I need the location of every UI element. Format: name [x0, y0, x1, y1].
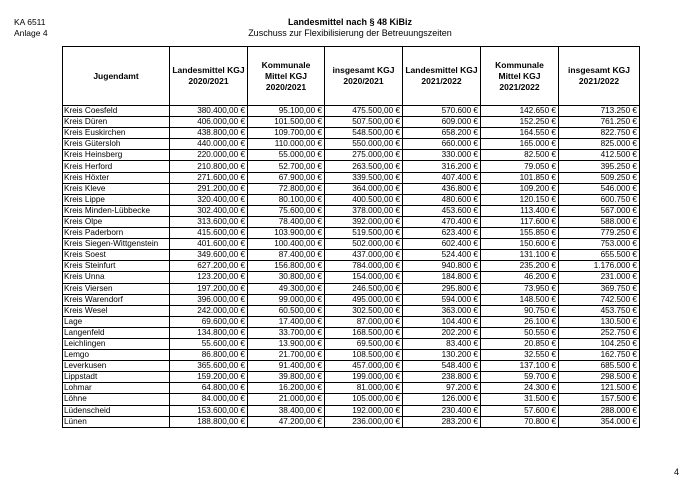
amount-cell: 104.400 € — [403, 316, 481, 327]
amount-cell: 70.800 € — [481, 416, 559, 427]
amount-cell: 97.200 € — [403, 383, 481, 394]
amount-cell: 524.400 € — [403, 250, 481, 261]
table-row — [63, 316, 640, 327]
amount-cell: 263.500,00 € — [325, 161, 403, 172]
jugendamt-cell: Kreis Wesel — [63, 305, 170, 316]
amount-cell: 495.000,00 € — [325, 294, 403, 305]
amount-cell: 627.200,00 € — [170, 261, 248, 272]
amount-cell: 21.700,00 € — [248, 350, 325, 361]
jugendamt-cell: Kreis Warendorf — [63, 294, 170, 305]
amount-cell: 154.000,00 € — [325, 272, 403, 283]
amount-cell: 110.000,00 € — [248, 139, 325, 150]
amount-cell: 550.000,00 € — [325, 139, 403, 150]
amount-cell: 38.400,00 € — [248, 405, 325, 416]
table-header-row — [63, 47, 640, 106]
jugendamt-cell: Lippstadt — [63, 372, 170, 383]
jugendamt-cell: Kreis Höxter — [63, 172, 170, 183]
amount-cell: 30.800,00 € — [248, 272, 325, 283]
amount-cell: 82.500 € — [481, 150, 559, 161]
amount-cell: 567.000 € — [559, 205, 640, 216]
amount-cell: 72.800,00 € — [248, 183, 325, 194]
amount-cell: 507.500,00 € — [325, 117, 403, 128]
amount-cell: 246.500,00 € — [325, 283, 403, 294]
amount-cell: 230.400 € — [403, 405, 481, 416]
table-row — [63, 361, 640, 372]
jugendamt-cell: Löhne — [63, 394, 170, 405]
amount-cell: 117.600 € — [481, 216, 559, 227]
amount-cell: 298.500 € — [559, 372, 640, 383]
amount-cell: 437.000,00 € — [325, 250, 403, 261]
column-header-landesmittel-2021: Landesmittel KGJ 2021/2022 — [403, 47, 481, 106]
amount-cell: 655.500 € — [559, 250, 640, 261]
amount-cell: 73.950 € — [481, 283, 559, 294]
amount-cell: 602.400 € — [403, 239, 481, 250]
amount-cell: 108.500,00 € — [325, 350, 403, 361]
amount-cell: 113.400 € — [481, 205, 559, 216]
amount-cell: 400.500,00 € — [325, 194, 403, 205]
amount-cell: 83.400 € — [403, 338, 481, 349]
jugendamt-cell: Lüdenscheid — [63, 405, 170, 416]
amount-cell: 80.100,00 € — [248, 194, 325, 205]
amount-cell: 16.200,00 € — [248, 383, 325, 394]
column-header-jugendamt: Jugendamt — [63, 47, 170, 106]
amount-cell: 49.300,00 € — [248, 283, 325, 294]
table-row — [63, 150, 640, 161]
amount-cell: 275.000,00 € — [325, 150, 403, 161]
table-row — [63, 294, 640, 305]
amount-cell: 121.500 € — [559, 383, 640, 394]
jugendamt-cell: Kreis Viersen — [63, 283, 170, 294]
amount-cell: 26.100 € — [481, 316, 559, 327]
amount-cell: 349.600,00 € — [170, 250, 248, 261]
amount-cell: 600.750 € — [559, 194, 640, 205]
amount-cell: 313.600,00 € — [170, 216, 248, 227]
jugendamt-cell: Langenfeld — [63, 327, 170, 338]
jugendamt-cell: Kreis Steinfurt — [63, 261, 170, 272]
amount-cell: 79.050 € — [481, 161, 559, 172]
jugendamt-cell: Kreis Olpe — [63, 216, 170, 227]
amount-cell: 17.400,00 € — [248, 316, 325, 327]
table-row — [63, 172, 640, 183]
amount-cell: 197.200,00 € — [170, 283, 248, 294]
amount-cell: 81.000,00 € — [325, 383, 403, 394]
amount-cell: 142.650 € — [481, 106, 559, 117]
jugendamt-cell: Kreis Gütersloh — [63, 139, 170, 150]
amount-cell: 339.500,00 € — [325, 172, 403, 183]
amount-cell: 188.800,00 € — [170, 416, 248, 427]
table-row — [63, 205, 640, 216]
column-header-insgesamt-2020: insgesamt KGJ 2020/2021 — [325, 47, 403, 106]
amount-cell: 87.400,00 € — [248, 250, 325, 261]
amount-cell: 295.800 € — [403, 283, 481, 294]
amount-cell: 50.550 € — [481, 327, 559, 338]
amount-cell: 330.000 € — [403, 150, 481, 161]
jugendamt-cell: Kreis Paderborn — [63, 228, 170, 239]
amount-cell: 165.000 € — [481, 139, 559, 150]
table-row — [63, 416, 640, 427]
amount-cell: 457.000,00 € — [325, 361, 403, 372]
amount-cell: 157.500 € — [559, 394, 640, 405]
jugendamt-cell: Kreis Unna — [63, 272, 170, 283]
amount-cell: 570.600 € — [403, 106, 481, 117]
amount-cell: 32.550 € — [481, 350, 559, 361]
amount-cell: 57.600 € — [481, 405, 559, 416]
jugendamt-cell: Kreis Minden-Lübbecke — [63, 205, 170, 216]
document-title: Landesmittel nach § 48 KiBiz — [287, 17, 413, 27]
amount-cell: 52.700,00 € — [248, 161, 325, 172]
jugendamt-cell: Kreis Coesfeld — [63, 106, 170, 117]
amount-cell: 302.500,00 € — [325, 305, 403, 316]
document-reference: KA 6511 — [14, 17, 46, 27]
amount-cell: 1.176.000 € — [559, 261, 640, 272]
amount-cell: 822.750 € — [559, 128, 640, 139]
amount-cell: 60.500,00 € — [248, 305, 325, 316]
jugendamt-cell: Lemgo — [63, 350, 170, 361]
jugendamt-cell: Lünen — [63, 416, 170, 427]
amount-cell: 55.000,00 € — [248, 150, 325, 161]
amount-cell: 283.200 € — [403, 416, 481, 427]
amount-cell: 235.200 € — [481, 261, 559, 272]
amount-cell: 401.600,00 € — [170, 239, 248, 250]
table-row — [63, 261, 640, 272]
table-row — [63, 228, 640, 239]
table-row — [63, 216, 640, 227]
amount-cell: 369.750 € — [559, 283, 640, 294]
jugendamt-cell: Kreis Lippe — [63, 194, 170, 205]
amount-cell: 24.300 € — [481, 383, 559, 394]
table-row — [63, 283, 640, 294]
table-row — [63, 183, 640, 194]
amount-cell: 131.100 € — [481, 250, 559, 261]
amount-cell: 940.800 € — [403, 261, 481, 272]
amount-cell: 252.750 € — [559, 327, 640, 338]
table-row — [63, 372, 640, 383]
amount-cell: 502.000,00 € — [325, 239, 403, 250]
amount-cell: 86.800,00 € — [170, 350, 248, 361]
jugendamt-cell: Kreis Heinsberg — [63, 150, 170, 161]
amount-cell: 363.000 € — [403, 305, 481, 316]
amount-cell: 164.550 € — [481, 128, 559, 139]
document-heading — [0, 17, 700, 39]
amount-cell: 87.000,00 € — [325, 316, 403, 327]
amount-cell: 392.000,00 € — [325, 216, 403, 227]
amount-cell: 623.400 € — [403, 228, 481, 239]
amount-cell: 761.250 € — [559, 117, 640, 128]
amount-cell: 364.000,00 € — [325, 183, 403, 194]
amount-cell: 21.000,00 € — [248, 394, 325, 405]
jugendamt-cell: Lage — [63, 316, 170, 327]
amount-cell: 220.000,00 € — [170, 150, 248, 161]
amount-cell: 320.400,00 € — [170, 194, 248, 205]
amount-cell: 153.600,00 € — [170, 405, 248, 416]
column-header-kommunale-mittel-2020: Kommunale Mittel KGJ 2020/2021 — [248, 47, 325, 106]
amount-cell: 184.800 € — [403, 272, 481, 283]
amount-cell: 660.000 € — [403, 139, 481, 150]
amount-cell: 162.750 € — [559, 350, 640, 361]
table-row — [63, 327, 640, 338]
amount-cell: 148.500 € — [481, 294, 559, 305]
table-row — [63, 272, 640, 283]
table-row — [63, 305, 640, 316]
amount-cell: 271.600,00 € — [170, 172, 248, 183]
amount-cell: 120.150 € — [481, 194, 559, 205]
amount-cell: 78.400,00 € — [248, 216, 325, 227]
funding-table — [62, 46, 640, 428]
amount-cell: 236.000,00 € — [325, 416, 403, 427]
amount-cell: 101.850 € — [481, 172, 559, 183]
jugendamt-cell: Kreis Soest — [63, 250, 170, 261]
column-header-kommunale-mittel-2021: Kommunale Mittel KGJ 2021/2022 — [481, 47, 559, 106]
table-row — [63, 117, 640, 128]
amount-cell: 155.850 € — [481, 228, 559, 239]
table-row — [63, 161, 640, 172]
amount-cell: 130.500 € — [559, 316, 640, 327]
amount-cell: 753.000 € — [559, 239, 640, 250]
amount-cell: 130.200 € — [403, 350, 481, 361]
amount-cell: 156.800,00 € — [248, 261, 325, 272]
amount-cell: 75.600,00 € — [248, 205, 325, 216]
amount-cell: 380.400,00 € — [170, 106, 248, 117]
jugendamt-cell: Kreis Euskirchen — [63, 128, 170, 139]
table-row — [63, 350, 640, 361]
amount-cell: 713.250 € — [559, 106, 640, 117]
amount-cell: 588.000 € — [559, 216, 640, 227]
amount-cell: 378.000,00 € — [325, 205, 403, 216]
amount-cell: 152.250 € — [481, 117, 559, 128]
amount-cell: 407.400 € — [403, 172, 481, 183]
jugendamt-cell: Leichlingen — [63, 338, 170, 349]
amount-cell: 168.500,00 € — [325, 327, 403, 338]
amount-cell: 453.750 € — [559, 305, 640, 316]
amount-cell: 13.900,00 € — [248, 338, 325, 349]
amount-cell: 100.400,00 € — [248, 239, 325, 250]
amount-cell: 69.600,00 € — [170, 316, 248, 327]
table-row — [63, 338, 640, 349]
column-header-landesmittel-2020: Landesmittel KGJ 2020/2021 — [170, 47, 248, 106]
table-row — [63, 194, 640, 205]
amount-cell: 480.600 € — [403, 194, 481, 205]
amount-cell: 436.800 € — [403, 183, 481, 194]
amount-cell: 406.000,00 € — [170, 117, 248, 128]
amount-cell: 519.500,00 € — [325, 228, 403, 239]
amount-cell: 784.000,00 € — [325, 261, 403, 272]
jugendamt-cell: Kreis Herford — [63, 161, 170, 172]
amount-cell: 20.850 € — [481, 338, 559, 349]
amount-cell: 395.250 € — [559, 161, 640, 172]
amount-cell: 95.100,00 € — [248, 106, 325, 117]
amount-cell: 134.800,00 € — [170, 327, 248, 338]
jugendamt-cell: Leverkusen — [63, 361, 170, 372]
amount-cell: 548.400 € — [403, 361, 481, 372]
amount-cell: 55.600,00 € — [170, 338, 248, 349]
amount-cell: 99.000,00 € — [248, 294, 325, 305]
amount-cell: 354.000 € — [559, 416, 640, 427]
amount-cell: 396.000,00 € — [170, 294, 248, 305]
amount-cell: 137.100 € — [481, 361, 559, 372]
amount-cell: 594.000 € — [403, 294, 481, 305]
jugendamt-cell: Kreis Kleve — [63, 183, 170, 194]
table-row — [63, 405, 640, 416]
amount-cell: 59.700 € — [481, 372, 559, 383]
amount-cell: 316.200 € — [403, 161, 481, 172]
amount-cell: 548.500,00 € — [325, 128, 403, 139]
amount-cell: 509.250 € — [559, 172, 640, 183]
amount-cell: 291.200,00 € — [170, 183, 248, 194]
amount-cell: 109.700,00 € — [248, 128, 325, 139]
amount-cell: 779.250 € — [559, 228, 640, 239]
amount-cell: 31.500 € — [481, 394, 559, 405]
amount-cell: 192.000,00 € — [325, 405, 403, 416]
amount-cell: 302.400,00 € — [170, 205, 248, 216]
amount-cell: 84.000,00 € — [170, 394, 248, 405]
amount-cell: 242.000,00 € — [170, 305, 248, 316]
amount-cell: 438.800,00 € — [170, 128, 248, 139]
amount-cell: 453.600 € — [403, 205, 481, 216]
attachment-label: Anlage 4 — [14, 28, 48, 38]
amount-cell: 46.200 € — [481, 272, 559, 283]
amount-cell: 103.900,00 € — [248, 228, 325, 239]
amount-cell: 90.750 € — [481, 305, 559, 316]
table-row — [63, 106, 640, 117]
amount-cell: 202.200 € — [403, 327, 481, 338]
amount-cell: 199.000,00 € — [325, 372, 403, 383]
column-header-insgesamt-2021: insgesamt KGJ 2021/2022 — [559, 47, 640, 106]
amount-cell: 546.000 € — [559, 183, 640, 194]
page-number: 4 — [674, 467, 680, 477]
jugendamt-cell: Kreis Düren — [63, 117, 170, 128]
amount-cell: 365.600,00 € — [170, 361, 248, 372]
amount-cell: 210.800,00 € — [170, 161, 248, 172]
amount-cell: 109.200 € — [481, 183, 559, 194]
amount-cell: 101.500,00 € — [248, 117, 325, 128]
amount-cell: 91.400,00 € — [248, 361, 325, 372]
table-row — [63, 239, 640, 250]
amount-cell: 609.000 € — [403, 117, 481, 128]
table-row — [63, 139, 640, 150]
amount-cell: 231.000 € — [559, 272, 640, 283]
amount-cell: 412.500 € — [559, 150, 640, 161]
amount-cell: 685.500 € — [559, 361, 640, 372]
amount-cell: 150.600 € — [481, 239, 559, 250]
amount-cell: 658.200 € — [403, 128, 481, 139]
amount-cell: 475.500,00 € — [325, 106, 403, 117]
amount-cell: 69.500,00 € — [325, 338, 403, 349]
amount-cell: 39.800,00 € — [248, 372, 325, 383]
amount-cell: 126.000 € — [403, 394, 481, 405]
table-row — [63, 394, 640, 405]
amount-cell: 288.000 € — [559, 405, 640, 416]
amount-cell: 159.200,00 € — [170, 372, 248, 383]
jugendamt-cell: Kreis Siegen-Wittgenstein — [63, 239, 170, 250]
amount-cell: 825.000 € — [559, 139, 640, 150]
amount-cell: 470.400 € — [403, 216, 481, 227]
amount-cell: 105.000,00 € — [325, 394, 403, 405]
amount-cell: 238.800 € — [403, 372, 481, 383]
table-row — [63, 383, 640, 394]
amount-cell: 64.800,00 € — [170, 383, 248, 394]
amount-cell: 415.600,00 € — [170, 228, 248, 239]
document-subtitle: Zuschuss zur Flexibilisierung der Betreuungszeiten — [248, 28, 452, 38]
amount-cell: 47.200,00 € — [248, 416, 325, 427]
amount-cell: 742.500 € — [559, 294, 640, 305]
amount-cell: 33.700,00 € — [248, 327, 325, 338]
table-row — [63, 128, 640, 139]
amount-cell: 67.900,00 € — [248, 172, 325, 183]
table-row — [63, 250, 640, 261]
amount-cell: 104.250 € — [559, 338, 640, 349]
jugendamt-cell: Lohmar — [63, 383, 170, 394]
amount-cell: 123.200,00 € — [170, 272, 248, 283]
amount-cell: 440.000,00 € — [170, 139, 248, 150]
